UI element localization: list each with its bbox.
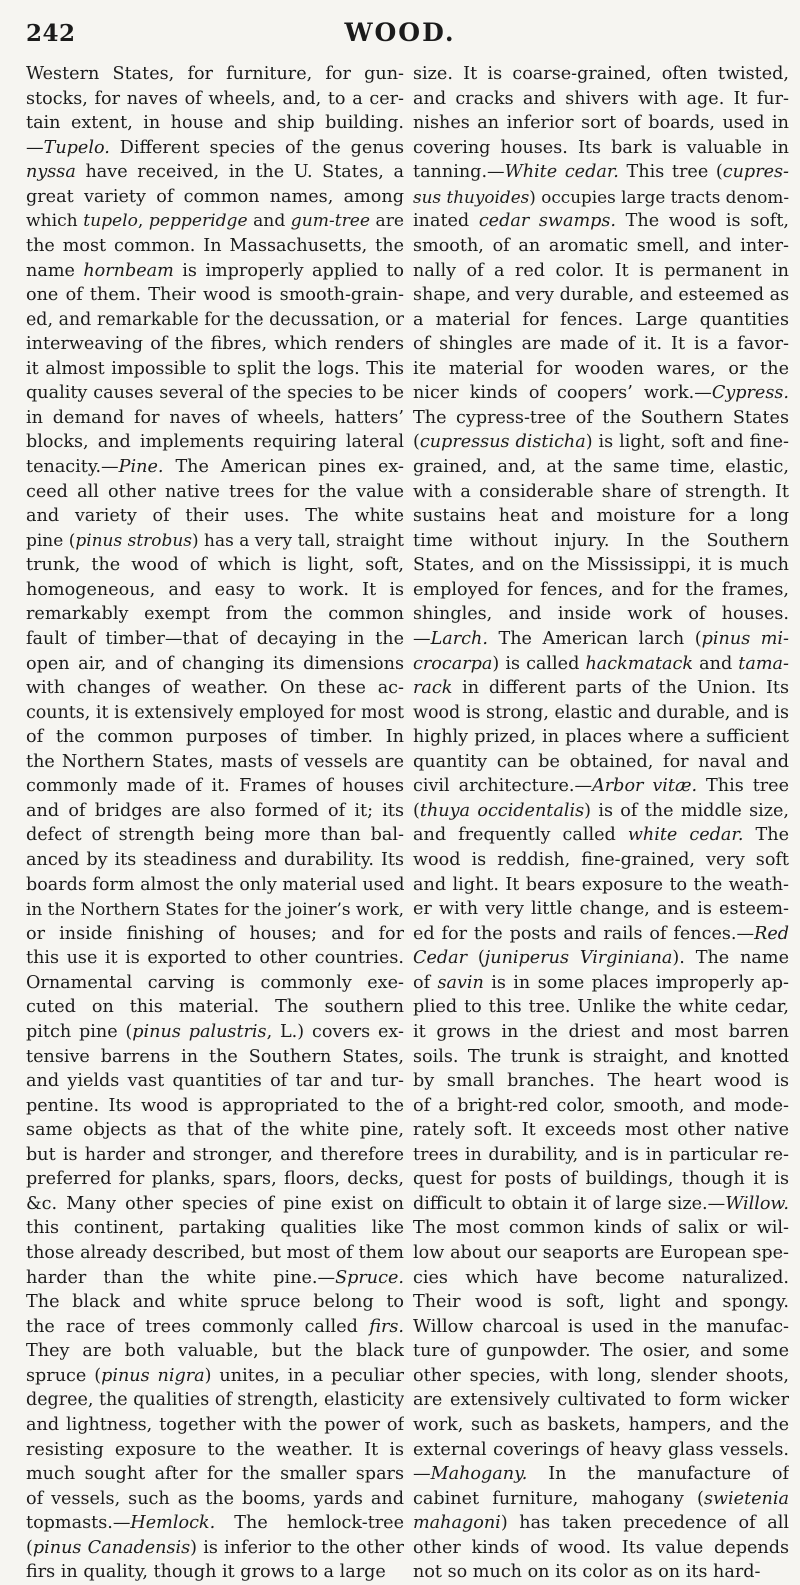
- right-column-line: wood is reddish, fine-grained, very soft: [413, 850, 789, 870]
- left-column-line: homogeneous, and easy to work. It is: [26, 579, 404, 600]
- right-column-line: quantity can be obtained, for naval and: [413, 751, 789, 772]
- right-column-line: inated cedar swamps. The wood is soft,: [413, 211, 789, 232]
- left-column-line: it almost impossible to split the logs. This: [26, 358, 404, 379]
- right-column-line: grained, and, at the same time, elastic,: [413, 457, 789, 477]
- right-column-line: nally of a red color. It is permanent in: [413, 260, 789, 281]
- right-column-line: civil architecture.—Arbor vitæ. This tree: [413, 776, 789, 797]
- left-column-line: and variety of their uses. The white: [26, 506, 404, 527]
- right-column-line: mahagoni) has taken precedence of all: [413, 1513, 789, 1534]
- left-column-line: stocks, for naves of wheels, and, to a cer-: [26, 88, 404, 109]
- left-text-column: [26, 62, 404, 1585]
- left-column-line: the Northern States, masts of vessels are: [26, 751, 404, 772]
- left-column-line: which tupelo, pepperidge and gum-tree are: [26, 211, 404, 232]
- left-column-line: of the common purposes of timber. In: [26, 727, 404, 748]
- left-column-line: topmasts.—Hemlock. The hemlock-tree: [26, 1513, 404, 1534]
- left-column-line: in demand for naves of wheels, hatters’: [26, 407, 404, 428]
- left-column-line: preferred for planks, spars, floors, decks,: [26, 1169, 404, 1190]
- left-column-line: great variety of common names, among: [26, 186, 404, 207]
- left-column-line: or inside finishing of houses; and for: [26, 923, 404, 944]
- left-column-line: and of bridges are also formed of it; its: [26, 800, 404, 821]
- right-column-line: and cracks and shivers with age. It fur-: [413, 88, 789, 109]
- left-column-line: ed, and remarkable for the decussation, or: [26, 309, 404, 330]
- right-column-line: ite material for wooden wares, or the: [413, 358, 789, 379]
- right-column-line: sustains heat and moisture for a long: [413, 506, 789, 527]
- right-column-line: low about our seaports are European spe-: [413, 1243, 789, 1263]
- right-column-line: size. It is coarse-grained, often twisted,: [413, 64, 789, 84]
- right-column-line: (thuya occidentalis) is of the middle size,: [413, 800, 789, 821]
- right-column-line: of shingles are made of it. It is a favor-: [413, 334, 789, 355]
- right-column-line: —Mahogany. In the manufacture of: [413, 1464, 789, 1485]
- right-text-column: [413, 62, 789, 1585]
- left-column-line: Ornamental carving is commonly exe-: [26, 972, 404, 993]
- left-column-line: this continent, partaking qualities like: [26, 1218, 404, 1239]
- left-column-line: counts, it is extensively employed for most: [26, 702, 404, 723]
- right-column-line: a material for fences. Large quantities: [413, 309, 789, 330]
- left-column-line: ceed all other native trees for the value: [26, 481, 404, 502]
- left-column-line: cuted on this material. The southern: [26, 997, 404, 1018]
- right-column-line: with a considerable share of strength. It: [413, 481, 789, 502]
- right-column-line: not so much on its color as on its hard-: [413, 1562, 761, 1583]
- left-column-line: this use it is exported to other countries.: [26, 948, 404, 969]
- left-column-line: in the Northern States for the joiner’s work,: [26, 899, 404, 920]
- right-column-line: sus thuyoides) occupies large tracts denom-: [413, 186, 789, 207]
- right-column-line: external coverings of heavy glass vessels.: [413, 1439, 789, 1460]
- right-column-line: quest for posts of buildings, though it is: [413, 1169, 789, 1190]
- left-column-line: much sought after for the smaller spars: [26, 1464, 404, 1485]
- left-column-line: spruce (pinus nigra) unites, in a peculiar: [26, 1365, 404, 1386]
- right-column-line: shape, and very durable, and esteemed as: [413, 285, 789, 306]
- right-column-line: other kinds of wood. Its value depends: [413, 1537, 789, 1558]
- right-column-line: The cypress-tree of the Southern States: [413, 407, 789, 428]
- left-column-line: The black and white spruce belong to: [26, 1292, 404, 1313]
- right-column-line: by small branches. The heart wood is: [413, 1071, 789, 1092]
- left-column-line: and yields vast quantities of tar and tur-: [26, 1071, 404, 1092]
- right-column-line: employed for fences, and for the frames,: [413, 579, 789, 600]
- left-column-line: They are both valuable, but the black: [26, 1341, 404, 1362]
- right-column-line: rately soft. It exceeds most other native: [413, 1120, 789, 1141]
- left-column-line: —Tupelo. Different species of the genus: [26, 137, 404, 158]
- left-column-line: the most common. In Massachusetts, the: [26, 235, 404, 256]
- running-title: WOOD.: [344, 18, 456, 47]
- right-column-line: highly prized, in places where a sufficient: [413, 727, 789, 748]
- right-column-line: shingles, and inside work of houses.: [413, 604, 789, 625]
- left-column-line: tain extent, in house and ship building.: [26, 113, 404, 134]
- left-column-line: blocks, and implements requiring lateral: [26, 432, 404, 453]
- right-column-line: of a bright-red color, smooth, and mode-: [413, 1095, 789, 1116]
- right-column-line: nicer kinds of coopers’ work.—Cypress.: [413, 383, 789, 404]
- left-column-line: (pinus Canadensis) is inferior to the other: [26, 1537, 404, 1558]
- left-column-line: trunk, the wood of which is light, soft,: [26, 555, 404, 576]
- page-number: 242: [26, 20, 76, 47]
- right-column-line: rack in different parts of the Union. Its: [413, 678, 789, 699]
- left-column-line: remarkably exempt from the common: [26, 604, 404, 625]
- right-column-line: ture of gunpowder. The osier, and some: [413, 1341, 789, 1362]
- left-column-line: open air, and of changing its dimensions: [26, 653, 404, 674]
- right-column-line: and light. It bears exposure to the weath-: [413, 874, 789, 895]
- right-column-line: covering houses. Its bark is valuable in: [413, 137, 789, 158]
- right-column-line: it grows in the driest and most barren: [413, 1021, 789, 1042]
- right-column-line: (cupressus disticha) is light, soft and fine-: [413, 432, 789, 453]
- left-column-line: pentine. Its wood is appropriated to the: [26, 1095, 404, 1116]
- left-column-line: boards form almost the only material used: [26, 874, 404, 895]
- left-column-line: defect of strength being more than bal-: [26, 825, 404, 846]
- right-column-line: States, and on the Mississippi, it is much: [413, 555, 789, 576]
- left-column-line: commonly made of it. Frames of houses: [26, 776, 404, 797]
- left-column-line: pitch pine (pinus palustris, L.) covers ex-: [26, 1021, 404, 1042]
- right-column-line: wood is strong, elastic and durable, and is: [413, 702, 789, 723]
- right-column-line: —Larch. The American larch (pinus mi-: [413, 628, 789, 649]
- left-column-line: tenacity.—Pine. The American pines ex-: [26, 457, 404, 477]
- right-column-line: ed for the posts and rails of fences.—Red: [413, 923, 789, 944]
- right-column-line: time without injury. In the Southern: [413, 530, 789, 551]
- left-column-line: and lightness, together with the power of: [26, 1414, 404, 1435]
- right-column-line: soils. The trunk is straight, and knotted: [413, 1046, 789, 1067]
- left-column-line: degree, the qualities of strength, elasticity: [26, 1390, 404, 1411]
- right-column-line: cies which have become naturalized.: [413, 1267, 789, 1288]
- left-column-line: of vessels, such as the booms, yards and: [26, 1488, 404, 1509]
- left-column-line: the race of trees commonly called firs.: [26, 1316, 404, 1337]
- left-column-line: same objects as that of the white pine,: [26, 1120, 404, 1141]
- left-column-line: anced by its steadiness and durability. Its: [26, 850, 404, 870]
- left-column-line: name hornbeam is improperly applied to: [26, 260, 404, 281]
- left-column-line: harder than the white pine.—Spruce.: [26, 1267, 404, 1288]
- left-column-line: interweaving of the fibres, which renders: [26, 334, 404, 355]
- left-column-line: pine (pinus strobus) has a very tall, straight: [26, 530, 404, 551]
- left-column-line: one of them. Their wood is smooth-grain-: [26, 285, 404, 306]
- left-column-line: quality causes several of the species to be: [26, 383, 404, 404]
- right-column-line: tanning.—White cedar. This tree (cupres-: [413, 162, 789, 183]
- left-column-line: firs in quality, though it grows to a large: [26, 1562, 386, 1583]
- right-column-line: Their wood is soft, light and spongy.: [413, 1292, 789, 1313]
- right-column-line: Willow charcoal is used in the manufac-: [413, 1316, 789, 1337]
- left-column-line: tensive barrens in the Southern States,: [26, 1046, 404, 1067]
- right-column-line: work, such as baskets, hampers, and the: [413, 1414, 789, 1435]
- right-column-line: of savin is in some places improperly ap-: [413, 972, 789, 993]
- right-column-line: Cedar (juniperus Virginiana). The name: [413, 948, 789, 969]
- left-column-line: Western States, for furniture, for gun-: [26, 64, 404, 84]
- left-column-line: fault of timber—that of decaying in the: [26, 628, 404, 649]
- right-column-line: are extensively cultivated to form wicker: [413, 1390, 789, 1411]
- right-column-line: difficult to obtain it of large size.—Willow.: [413, 1193, 789, 1214]
- left-column-line: resisting exposure to the weather. It is: [26, 1439, 404, 1460]
- right-column-line: smooth, of an aromatic smell, and inter-: [413, 235, 789, 256]
- right-column-line: cabinet furniture, mahogany (swietenia: [413, 1488, 789, 1509]
- right-column-line: trees in durability, and is in particular re-: [413, 1144, 789, 1165]
- right-column-line: nishes an inferior sort of boards, used in: [413, 113, 789, 134]
- right-column-line: crocarpa) is called hackmatack and tama-: [413, 653, 789, 674]
- left-column-line: those already described, but most of them: [26, 1243, 404, 1263]
- left-column-line: nyssa have received, in the U. States, a: [26, 162, 404, 183]
- right-column-line: and frequently called white cedar. The: [413, 825, 789, 846]
- right-column-line: The most common kinds of salix or wil-: [413, 1218, 789, 1239]
- left-column-line: but is harder and stronger, and therefore: [26, 1144, 404, 1165]
- right-column-line: plied to this tree. Unlike the white cedar,: [413, 997, 789, 1018]
- right-column-line: er with very little change, and is esteem-: [413, 899, 789, 920]
- right-column-line: other species, with long, slender shoots,: [413, 1365, 789, 1386]
- left-column-line: with changes of weather. On these ac-: [26, 678, 404, 699]
- left-column-line: &c. Many other species of pine exist on: [26, 1193, 404, 1214]
